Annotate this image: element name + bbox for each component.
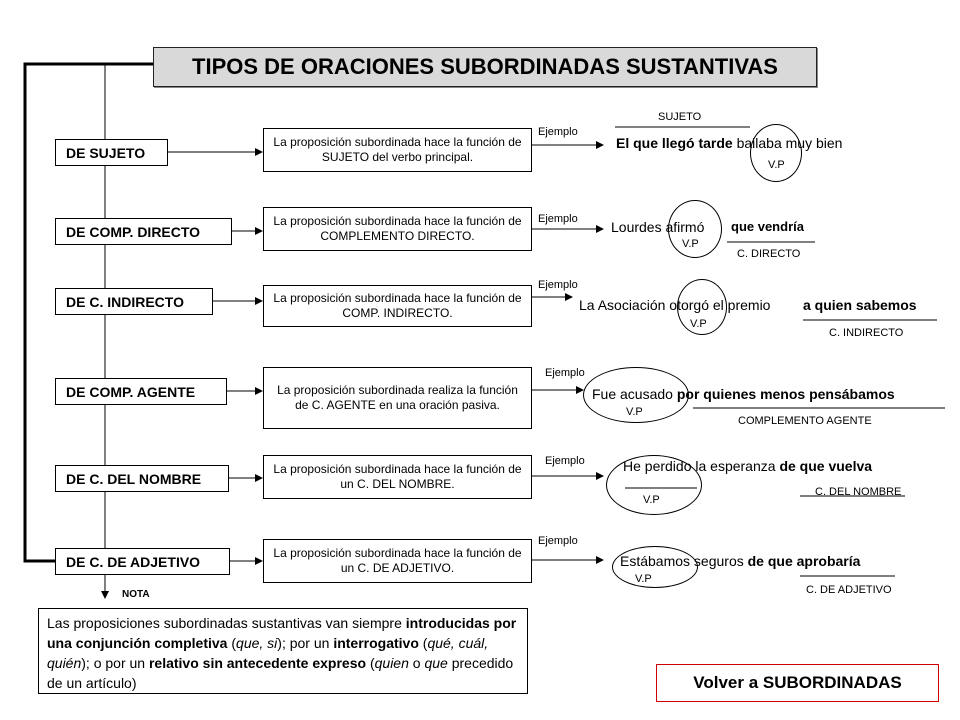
example-1-label-sujeto: SUJETO bbox=[658, 111, 702, 123]
example-1-verb-circle bbox=[750, 124, 802, 182]
note-label: NOTA bbox=[122, 589, 150, 600]
page-title: TIPOS DE ORACIONES SUBORDINADAS SUSTANTIVAS bbox=[153, 47, 817, 87]
description-de-c-de-adjetivo: La proposición subordinada hace la función de un C. DE ADJETIVO. bbox=[263, 539, 532, 583]
category-de-c-del-nombre: DE C. DEL NOMBRE bbox=[55, 465, 229, 492]
example-3-vp: V.P bbox=[690, 318, 707, 330]
note-box: Las proposiciones subordinadas sustantivas van siempre introducidas por una conjunción completiva (que, si); por un interrogativo (qué, cuál, quién); o por un relativo sin antecedente expreso (quien o que precedido de un artículo) bbox=[38, 608, 528, 694]
example-4-sentence: Fue acusado por quienes menos pensábamos bbox=[592, 386, 895, 402]
example-label: Ejemplo bbox=[538, 279, 578, 291]
category-de-c-indirecto: DE C. INDIRECTO bbox=[55, 288, 213, 315]
example-label: Ejemplo bbox=[538, 213, 578, 225]
example-6-c-de-adjetivo: C. DE ADJETIVO bbox=[806, 584, 892, 596]
example-6-sentence: Estábamos seguros de que aprobaría bbox=[620, 553, 861, 569]
category-de-c-de-adjetivo: DE C. DE ADJETIVO bbox=[55, 548, 230, 575]
example-4-complemento-agente: COMPLEMENTO AGENTE bbox=[738, 415, 872, 427]
example-6-vp: V.P bbox=[635, 573, 652, 585]
category-de-sujeto: DE SUJETO bbox=[55, 139, 168, 166]
example-5-vp: V.P bbox=[643, 494, 660, 506]
example-label: Ejemplo bbox=[538, 535, 578, 547]
description-de-sujeto: La proposición subordinada hace la función de SUJETO del verbo principal. bbox=[263, 128, 532, 172]
example-2-sentence: Lourdes afirmó bbox=[611, 219, 705, 235]
volver-subordinadas-button[interactable]: Volver a SUBORDINADAS bbox=[656, 664, 939, 702]
example-2-subordinate: que vendría bbox=[731, 219, 804, 234]
example-label: Ejemplo bbox=[545, 455, 585, 467]
example-3-subordinate: a quien sabemos bbox=[803, 297, 917, 313]
example-label: Ejemplo bbox=[538, 126, 578, 138]
example-2-c-directo: C. DIRECTO bbox=[737, 248, 801, 260]
description-de-c-indirecto: La proposición subordinada hace la función de COMP. INDIRECTO. bbox=[263, 285, 532, 327]
example-5-sentence: He perdido la esperanza de que vuelva bbox=[623, 458, 873, 474]
example-5-c-del-nombre: C. DEL NOMBRE bbox=[815, 486, 902, 498]
example-3-sentence: La Asociación otorgó el premio bbox=[579, 297, 771, 313]
description-de-comp-directo: La proposición subordinada hace la función de COMPLEMENTO DIRECTO. bbox=[263, 207, 532, 251]
example-1-vp: V.P bbox=[768, 159, 785, 171]
example-1-sentence: El que llegó tarde bailaba muy bien bbox=[616, 135, 843, 151]
example-2-vp: V.P bbox=[682, 238, 699, 250]
example-4-vp: V.P bbox=[626, 406, 643, 418]
category-de-comp-agente: DE COMP. AGENTE bbox=[55, 378, 227, 405]
category-de-comp-directo: DE COMP. DIRECTO bbox=[55, 218, 232, 245]
description-de-comp-agente: La proposición subordinada realiza la función de C. AGENTE en una oración pasiva. bbox=[263, 367, 532, 429]
example-3-c-indirecto: C. INDIRECTO bbox=[829, 327, 904, 339]
description-de-c-del-nombre: La proposición subordinada hace la función de un C. DEL NOMBRE. bbox=[263, 455, 532, 499]
example-label: Ejemplo bbox=[545, 367, 585, 379]
